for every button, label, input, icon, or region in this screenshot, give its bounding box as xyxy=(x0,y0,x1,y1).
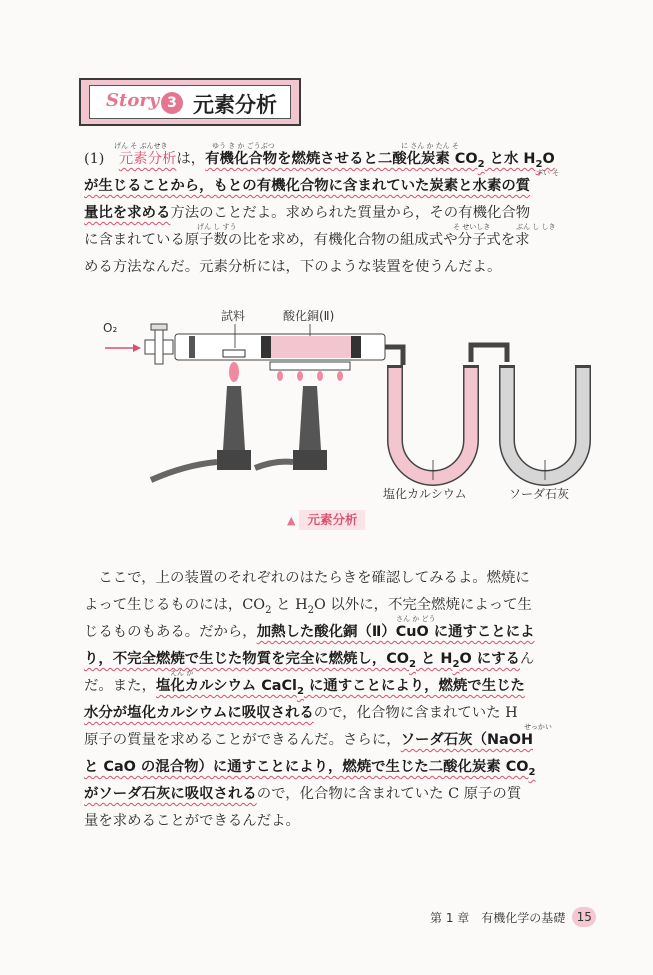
emphasis-text: が生じることから，もとの有機化合物に含まれていた炭素と水素の質 xyxy=(84,178,531,194)
paragraph-1 xyxy=(84,142,596,281)
heater-flames xyxy=(277,371,343,381)
furigana: ゆう き か ごうぶつ xyxy=(212,142,275,150)
paragraph-2 xyxy=(84,565,596,835)
copper-plug-left xyxy=(261,336,271,358)
emphasis-text: 2 xyxy=(528,766,536,778)
caption-marker: ▲ xyxy=(287,514,296,527)
page-number: 15 xyxy=(572,907,596,927)
emphasis-text: O にする xyxy=(459,651,520,667)
emphasis-text: 有機化合物を燃焼させると二酸化炭素 CO xyxy=(205,151,478,167)
text-line: 原子の質量を求めることができるんだ。さらに，ソーダ石灰（NaOH せっかい xyxy=(84,723,552,748)
emphasis-text: と水 H xyxy=(484,151,536,167)
emphasis-text: 量比を求める xyxy=(84,205,171,221)
story-label: Story xyxy=(106,90,160,111)
emphasis-text: がソーダ石灰に吸収される xyxy=(84,786,257,802)
emphasis-text: 2 xyxy=(477,158,485,170)
chapter-title: 第 1 章 有機化学の基礎 xyxy=(430,910,566,925)
text-line: よって生じるものには，$CO_2$ と $H_2O$ 以外に，不完全燃焼によって生 xyxy=(84,597,532,616)
copper-oxide-packing xyxy=(265,336,355,358)
emphasis-text: 加熱した酸化銅（Ⅱ）CuO に通すことによ xyxy=(256,624,535,640)
section-header xyxy=(79,78,301,126)
furigana: すい そ xyxy=(536,169,560,177)
emphasis-text: と H xyxy=(416,651,453,667)
sample-label: 試料 xyxy=(221,309,246,323)
burner-sample xyxy=(217,362,251,470)
copper-oxide-label: 酸化銅(Ⅱ) xyxy=(283,309,335,323)
furigana: げん し すう xyxy=(197,223,237,231)
furigana: ぶん し しき xyxy=(516,223,556,231)
emphasis-text: に通すことにより，燃焼で生じた xyxy=(304,678,525,694)
furigana: さん か どう xyxy=(396,615,436,623)
emphasis-text: 2 xyxy=(452,658,460,670)
emphasis-text: O xyxy=(542,151,555,167)
heater-bar xyxy=(270,362,350,370)
copper-plug-right xyxy=(351,336,361,358)
figure-caption xyxy=(287,510,365,530)
text-run: 2 xyxy=(265,604,272,616)
furigana: そ せいしき xyxy=(453,223,491,231)
soda-lime-label: ソーダ石灰 xyxy=(509,487,570,501)
furigana: せっかい xyxy=(524,723,552,731)
section-title: 元素分析 xyxy=(193,93,277,117)
burner-copper xyxy=(293,386,327,470)
text-line: 量比を求める方法のことだよ。求められた質量から，その有機化合物 xyxy=(84,205,531,221)
calcium-chloride-label: 塩化カルシウム xyxy=(383,487,467,501)
text-line: がソーダ石灰に吸収されるので，化合物に含まれていた C 原子の質 xyxy=(84,786,522,802)
text-line: 水分が塩化カルシウムに吸収されるので，化合物に含まれていた H xyxy=(84,705,518,721)
emphasis-text: 水分が塩化カルシウムに吸収される xyxy=(84,705,314,721)
caption-text: 元素分析 xyxy=(299,510,365,530)
text-line: り，不完全燃焼で生じた物質を完全に燃焼し，$CO_2$ と $H_2O$ にするん xyxy=(84,651,535,670)
sample-boat xyxy=(223,350,245,357)
emphasis-text: と CaO の混合物）に通すことにより，燃焼で生じた二酸化炭素 CO xyxy=(84,759,529,775)
section-header-box xyxy=(89,85,291,119)
emphasis-text: ソーダ石灰（NaOH xyxy=(400,732,533,748)
page-footer xyxy=(430,907,596,927)
connecting-tube xyxy=(385,347,403,365)
text-line: (1) 元素分析は，有機化合物を燃焼させると二酸化炭素 $CO_2$ と水 $H_2O$ げん そ ぶんせき ゆう き か ごうぶつ に さん か たん そ xyxy=(84,142,555,170)
furigana: えん か xyxy=(170,669,194,677)
emphasis-text: り，不完全燃焼で生じた物質を完全に燃焼し，CO xyxy=(84,651,409,667)
text-line xyxy=(84,754,596,781)
text-line xyxy=(84,169,596,200)
emphasis-text: 元素分析 xyxy=(118,151,177,167)
text-line: に含まれている原子数の比を求め，有機化合物の組成式や分子式を求 げん し すう そ せいしき ぶん し しき xyxy=(84,223,556,248)
emphasis-text: 塩化カルシウム CaCl xyxy=(155,678,297,694)
furigana: に さん か たん そ xyxy=(401,142,459,150)
tube-stopper xyxy=(189,336,195,358)
emphasis-text: 2 xyxy=(535,158,543,170)
emphasis-text: 2 xyxy=(296,685,304,697)
text-run: 2 xyxy=(307,604,315,616)
text-line: だ。また，塩化カルシウム CaCl$_2$ に通すことにより，燃焼で生じた えん か xyxy=(84,669,525,697)
o2-label: O₂ xyxy=(103,321,118,335)
text-line: ここで，上の装置のそれぞれのはたらきを確認してみるよ。燃焼に xyxy=(84,570,530,586)
text-line: 量を求めることができるんだよ。 xyxy=(84,813,300,829)
bridge-tube xyxy=(471,345,507,362)
gas-hose-2 xyxy=(255,462,293,468)
text-line: じるものもある。だから，加熱した酸化銅（Ⅱ）CuO に通すことによ さん か どう xyxy=(84,615,535,640)
furigana: げん そ ぶんせき xyxy=(114,142,168,150)
o2-arrow-head xyxy=(133,344,141,352)
text-line: める方法なんだ。元素分析には，下のような装置を使うんだよ。 xyxy=(84,259,502,275)
story-number-badge: 3 xyxy=(161,92,183,114)
stopcock xyxy=(145,324,173,364)
gas-hose-1 xyxy=(151,462,217,480)
apparatus-diagram xyxy=(95,300,595,510)
emphasis-text: 2 xyxy=(409,658,417,670)
